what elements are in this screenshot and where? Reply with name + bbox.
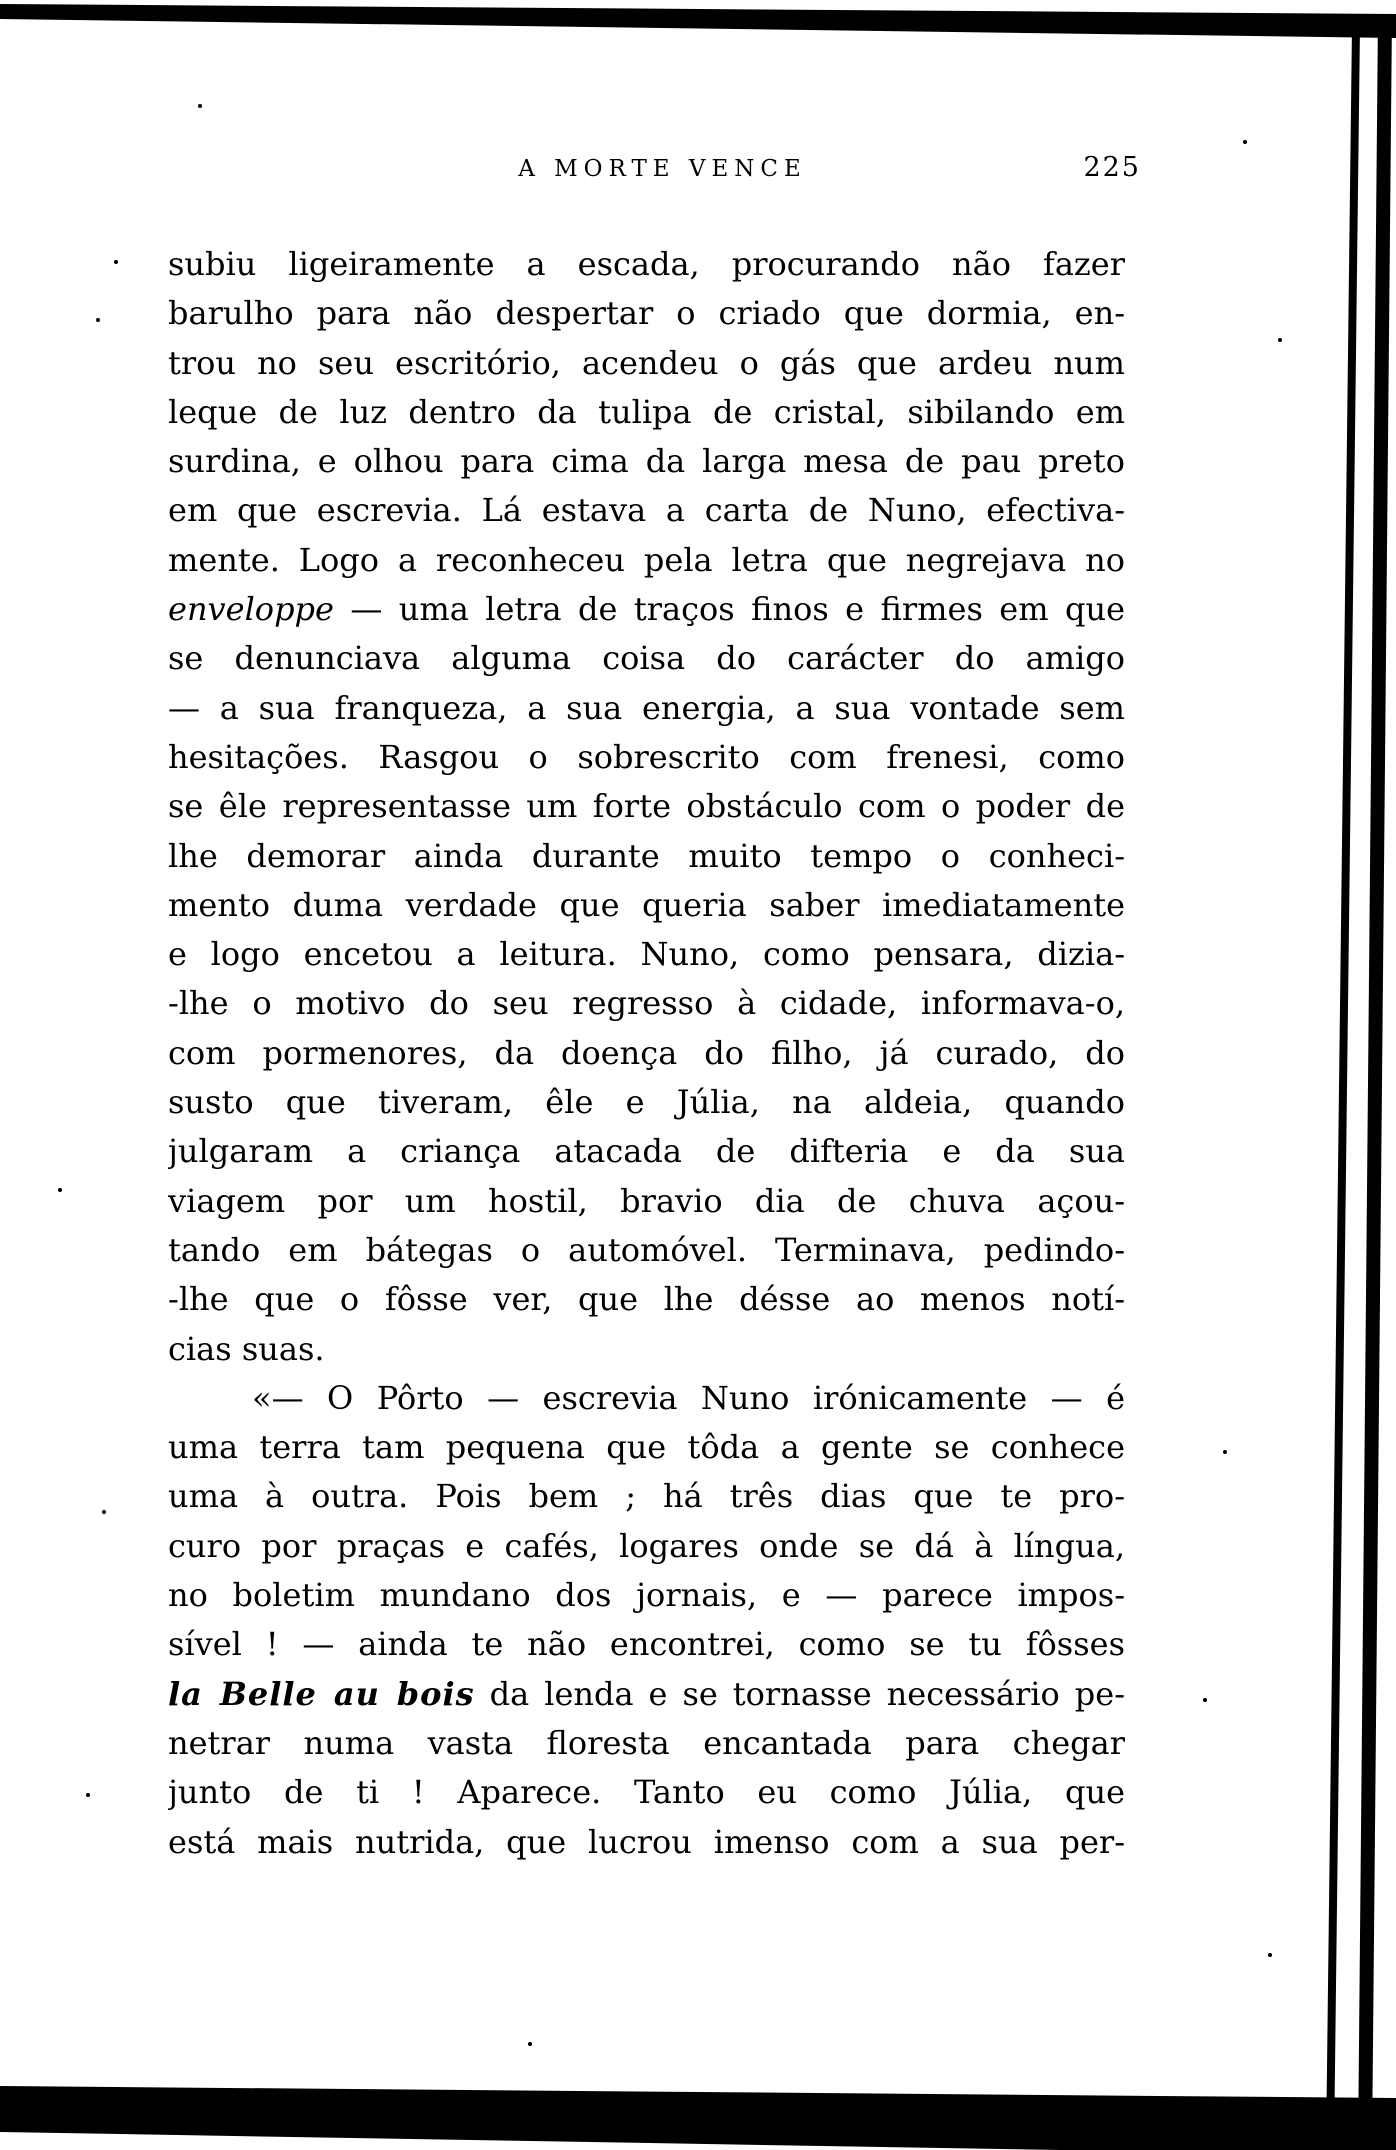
text-segment: junto de ti ! Aparece. Tanto eu como Júlia, que — [168, 1773, 1125, 1812]
page-number: 225 — [1083, 152, 1141, 183]
text-segment: lhe demorar ainda durante muito tempo o conheci- — [168, 836, 1125, 875]
text-line — [168, 1029, 1125, 1078]
text-segment: trou no seu escritório, acendeu o gás que ardeu num — [168, 343, 1125, 382]
text-line — [168, 1325, 1125, 1374]
text-segment: julgaram a criança atacada de difteria e da sua — [168, 1132, 1125, 1171]
text-segment: susto que tiveram, êle e Júlia, na aldeia, quando — [168, 1083, 1125, 1122]
text-segment: se denunciava alguma coisa do carácter do amigo — [168, 639, 1125, 678]
text-line — [168, 339, 1125, 388]
text-line — [168, 1768, 1125, 1817]
text-segment: uma à outra. Pois bem ; há três dias que te pro- — [168, 1477, 1125, 1516]
text-line — [168, 1423, 1125, 1472]
running-title: A MORTE VENCE — [518, 156, 807, 182]
text-line — [168, 1078, 1125, 1127]
text-line — [168, 1571, 1125, 1620]
top-scan-edge — [0, 4, 1396, 38]
text-segment: sível ! — ainda te não encontrei, como se tu fôsses — [168, 1625, 1125, 1664]
text-line — [168, 1620, 1125, 1669]
text-segment: cias suas. — [168, 1329, 325, 1368]
text-line — [168, 289, 1125, 338]
text-line — [168, 536, 1125, 585]
text-segment: surdina, e olhou para cima da larga mesa de pau preto — [168, 442, 1125, 481]
page-header — [168, 150, 1141, 186]
emphasized-text: enveloppe — [168, 590, 334, 629]
text-line — [168, 733, 1125, 782]
text-line — [168, 782, 1125, 831]
text-line — [168, 1226, 1125, 1275]
text-line — [168, 832, 1125, 881]
text-line — [168, 437, 1125, 486]
text-segment: hesitações. Rasgou o sobrescrito com frenesi, como — [168, 737, 1125, 776]
text-segment: — uma letra de traços finos e firmes em que — [333, 590, 1125, 629]
text-line — [168, 684, 1125, 733]
text-line — [168, 979, 1125, 1028]
text-segment: em que escrevia. Lá estava a carta de Nuno, efectiva- — [168, 491, 1125, 530]
text-segment: no boletim mundano dos jornais, e — parece impos- — [168, 1576, 1125, 1615]
text-line — [168, 1719, 1125, 1768]
text-segment: viagem por um hostil, bravio dia de chuva açou- — [168, 1181, 1125, 1220]
text-segment: — a sua franqueza, a sua energia, a sua vontade sem — [168, 688, 1125, 727]
text-segment: mente. Logo a reconheceu pela letra que negrejava no — [168, 540, 1125, 579]
text-segment: está mais nutrida, que lucrou imenso com a sua per- — [168, 1822, 1125, 1861]
text-line — [168, 1670, 1125, 1719]
emphasized-text: la Belle au bois — [168, 1674, 475, 1713]
text-segment: mento duma verdade que queria saber imediatamente — [168, 885, 1125, 924]
text-segment: da lenda e se tornasse necessário pe- — [474, 1674, 1125, 1713]
text-line — [168, 240, 1125, 289]
bottom-scan-edge — [0, 2086, 1396, 2150]
text-line — [168, 585, 1125, 634]
text-line — [168, 1818, 1125, 1867]
right-page-rule — [1326, 26, 1360, 2150]
text-line — [168, 1522, 1125, 1571]
text-line — [168, 1275, 1125, 1324]
text-segment: uma terra tam pequena que tôda a gente se conhece — [168, 1428, 1125, 1467]
text-segment: netrar numa vasta floresta encantada para chegar — [168, 1723, 1125, 1762]
text-line — [168, 388, 1125, 437]
text-segment: barulho para não despertar o criado que dormia, en- — [168, 294, 1125, 333]
text-line — [168, 634, 1125, 683]
text-line — [168, 1374, 1125, 1423]
text-segment: se êle representasse um forte obstáculo com o poder de — [168, 787, 1125, 826]
right-binding-edge — [1358, 16, 1392, 2150]
text-segment: subiu ligeiramente a escada, procurando não fazer — [168, 245, 1125, 283]
text-segment: tando em bátegas o automóvel. Terminava, pedindo- — [168, 1230, 1125, 1269]
text-segment: e logo encetou a leitura. Nuno, como pensara, dizia- — [168, 935, 1125, 974]
text-line — [168, 930, 1125, 979]
text-segment: -lhe o motivo do seu regresso à cidade, informava-o, — [168, 984, 1125, 1023]
text-line — [168, 881, 1125, 930]
text-segment: com pormenores, da doença do filho, já curado, do — [168, 1033, 1125, 1072]
text-line — [168, 1177, 1125, 1226]
text-line — [168, 1127, 1125, 1176]
text-line — [168, 1472, 1125, 1521]
body-text — [168, 240, 1125, 1867]
text-segment: curo por praças e cafés, logares onde se dá à língua, — [168, 1526, 1125, 1565]
text-segment: «— O Pôrto — escrevia Nuno irónicamente — é — [252, 1378, 1125, 1417]
text-segment: -lhe que o fôsse ver, que lhe désse ao menos notí- — [168, 1280, 1125, 1319]
text-line — [168, 486, 1125, 535]
text-segment: leque de luz dentro da tulipa de cristal, sibilando em — [168, 392, 1125, 431]
